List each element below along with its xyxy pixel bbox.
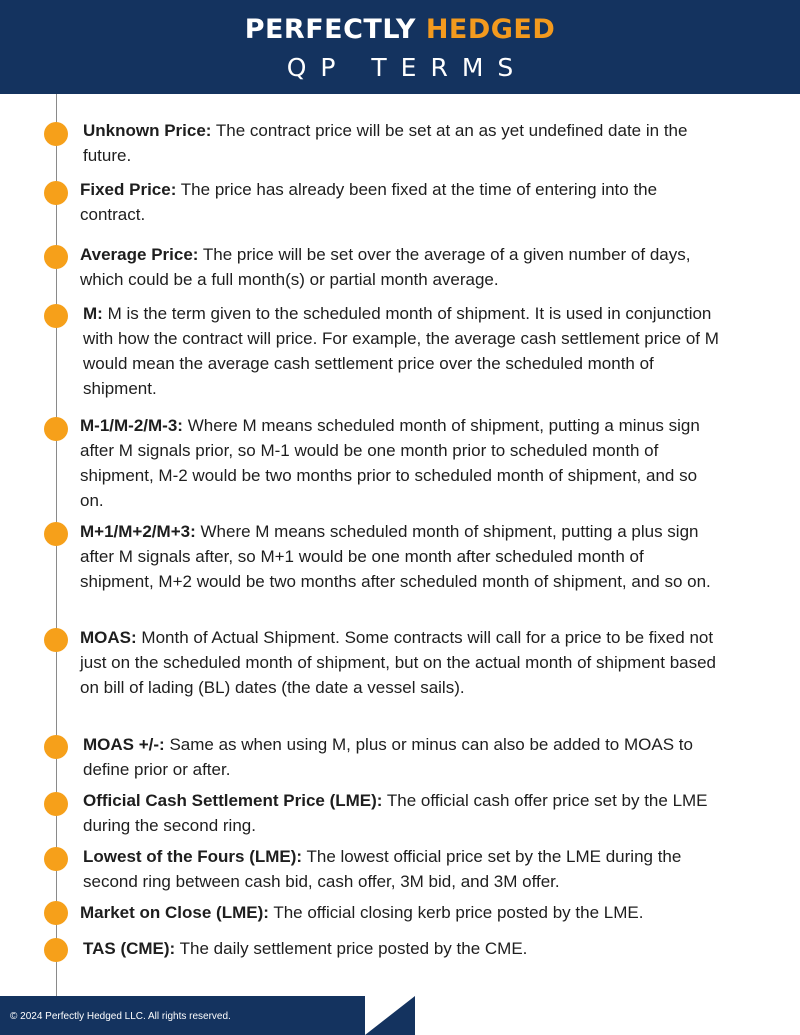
term-name: MOAS +/-: — [83, 735, 165, 754]
header-banner — [0, 0, 800, 94]
timeline-dot — [44, 122, 68, 146]
footer-copyright: © 2024 Perfectly Hedged LLC. All rights reserved. — [10, 1011, 231, 1022]
timeline-dot — [44, 245, 68, 269]
term-item — [80, 519, 720, 594]
term-item — [83, 788, 723, 838]
footer-blank-area — [415, 996, 800, 1035]
term-definition: The daily settlement price posted by the CME. — [179, 939, 528, 958]
term-name: Fixed Price: — [80, 180, 177, 199]
timeline-dot — [44, 938, 68, 962]
timeline-dot — [44, 735, 68, 759]
term-name: MOAS: — [80, 628, 137, 647]
page-subtitle: QP TERMS — [286, 53, 528, 82]
term-name: TAS (CME): — [83, 939, 176, 958]
brand-title — [0, 12, 800, 48]
term-definition: Month of Actual Shipment. Some contracts will call for a price to be fixed not just on the scheduled month of shipment, but on the actual month of shipment based on bill of lading (BL) dates (the date a vessel sails). — [80, 628, 717, 697]
timeline-dot — [44, 901, 68, 925]
term-item — [80, 413, 720, 513]
brand-title-part1: PERFECTLY — [244, 14, 416, 45]
brand-title-part2: HEDGED — [425, 14, 556, 45]
term-item — [83, 732, 723, 782]
term-item — [83, 118, 723, 168]
term-definition: The official closing kerb price posted by the LME. — [273, 903, 644, 922]
footer-corner — [365, 996, 415, 1035]
term-definition: M is the term given to the scheduled month of shipment. It is used in conjunction with how the contract will price. For example, the average cash settlement price of M would mean the average cash settlement price over the scheduled month of shipment. — [83, 304, 719, 398]
term-item — [80, 625, 720, 700]
timeline-dot — [44, 304, 68, 328]
term-name: M-1/M-2/M-3: — [80, 416, 183, 435]
term-item — [83, 936, 723, 961]
term-definition: Same as when using M, plus or minus can also be added to MOAS to define prior or after. — [83, 735, 693, 779]
term-name: M: — [83, 304, 103, 323]
term-name: Official Cash Settlement Price (LME): — [83, 791, 383, 810]
term-item — [83, 844, 723, 894]
term-definition: Where M means scheduled month of shipment, putting a plus sign after M signals after, so M+1 would be one month after scheduled month of shipment, M+2 would be two months after scheduled month of shipment, and so on. — [80, 522, 711, 591]
timeline-dot — [44, 522, 68, 546]
term-item — [83, 301, 723, 401]
term-definition: The price will be set over the average of a given number of days, which could be a full month(s) or partial month average. — [80, 245, 691, 289]
timeline-dot — [44, 792, 68, 816]
term-name: Average Price: — [80, 245, 199, 264]
term-definition: The official cash offer price set by the LME during the second ring. — [83, 791, 708, 835]
term-name: Unknown Price: — [83, 121, 212, 140]
term-definition: The lowest official price set by the LME during the second ring between cash bid, cash offer, 3M bid, and 3M offer. — [83, 847, 682, 891]
term-item — [80, 900, 740, 925]
term-definition: The price has already been fixed at the time of entering into the contract. — [80, 180, 658, 224]
term-name: M+1/M+2/M+3: — [80, 522, 196, 541]
term-definition: The contract price will be set at an as yet undefined date in the future. — [83, 121, 688, 165]
timeline-dot — [44, 417, 68, 441]
term-definition: Where M means scheduled month of shipment, putting a minus sign after M signals prior, so M-1 would be one month prior to scheduled month of shipment, M-2 would be two months prior to scheduled month of shipment, and so on. — [80, 416, 700, 510]
term-item — [80, 242, 720, 292]
timeline-dot — [44, 181, 68, 205]
term-name: Market on Close (LME): — [80, 903, 269, 922]
timeline-dot — [44, 628, 68, 652]
term-name: Lowest of the Fours (LME): — [83, 847, 303, 866]
timeline-dot — [44, 847, 68, 871]
term-item — [80, 177, 720, 227]
